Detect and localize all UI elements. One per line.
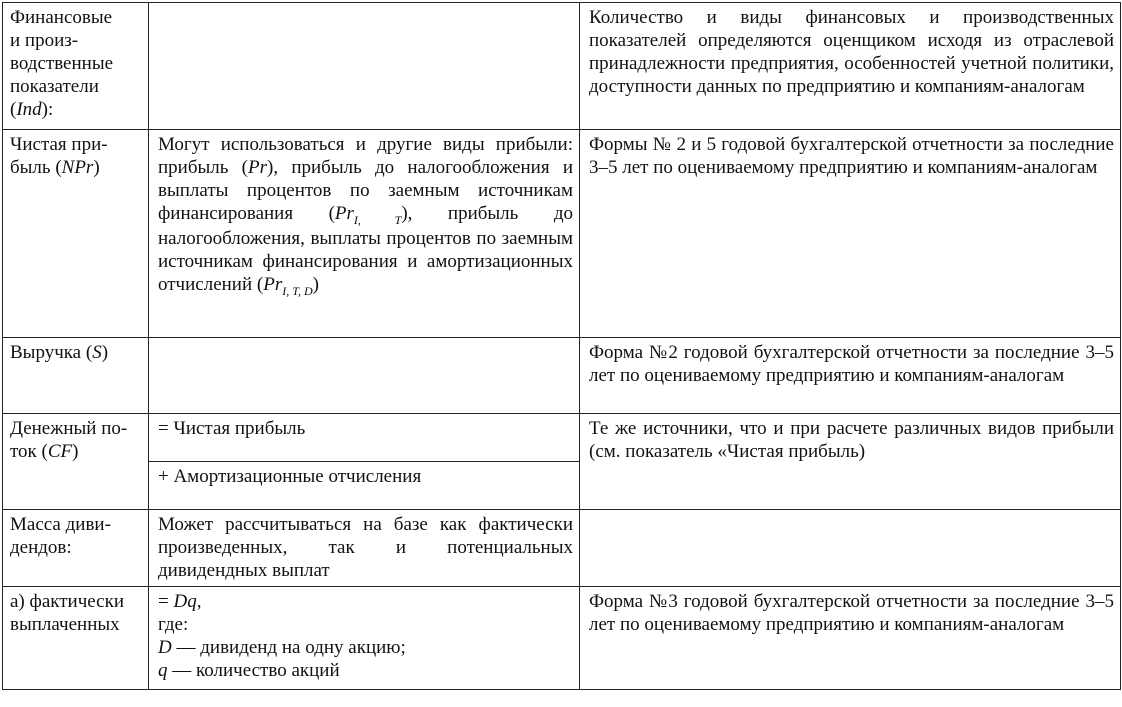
indicator-label — [3, 587, 149, 690]
table-row — [3, 587, 1121, 690]
where-line: где: — [158, 614, 189, 635]
indicator-description: = Чистая прибыль — [149, 414, 580, 462]
indicator-description: + Амортизационные отчисления — [149, 462, 580, 510]
indicator-source — [580, 510, 1121, 587]
indicator-source: Те же источники, что и при расчете различных видов прибыли (см. показатель «Чистая прибыль) — [580, 414, 1121, 510]
label-text: ) — [93, 157, 100, 178]
indicator-abbr: NPr — [61, 157, 94, 178]
label-line — [10, 156, 142, 179]
label-line — [10, 98, 142, 121]
indicator-label — [3, 510, 149, 587]
label-line — [10, 341, 142, 364]
label-line: и произ- — [10, 30, 79, 51]
indicator-abbr: CF — [47, 441, 73, 462]
desc-text: ), прибыль до налогообложения, выплаты процентов по заемным источникам финансирования и амортизационных отчислений ( — [158, 203, 573, 295]
subscript: I, T, D — [282, 284, 313, 298]
label-line: Чистая при- — [10, 134, 108, 155]
table-row — [3, 338, 1121, 414]
label-text: Выручка ( — [10, 342, 93, 363]
table-row — [3, 414, 1121, 462]
definition-line — [158, 636, 573, 659]
table-row — [3, 130, 1121, 338]
table-row — [3, 510, 1121, 587]
label-line: выплаченных — [10, 614, 120, 635]
indicator-abbr: S — [92, 342, 102, 363]
indicator-source: Количество и виды финансовых и производственных показателей определяются оценщиком исходя из отраслевой принадлежности предприятия, особенностей учетной политики, доступности данных по предприятию и компаниям-аналогам — [580, 3, 1121, 130]
label-text: ) — [101, 342, 109, 363]
label-line: Финансовые — [10, 7, 113, 28]
indicator-source: Форма №3 годовой бухгалтерской отчетности за последние 3–5 лет по оцениваемому предприятию и компаниям-аналогам — [580, 587, 1121, 690]
indicator-abbr: Pr — [263, 274, 283, 295]
desc-text: ), прибыль до налогообложения и выплаты процентов по заемным источникам финансирования ( — [158, 157, 573, 224]
formula-text: , — [196, 591, 202, 612]
indicator-description — [149, 130, 580, 338]
definition-text: — дивиденд на одну акцию; — [171, 637, 406, 658]
indicator-label — [3, 130, 149, 338]
formula-line — [158, 590, 573, 613]
indicator-label — [3, 3, 149, 130]
indicator-label — [3, 414, 149, 510]
indicator-abbr: Ind — [16, 99, 42, 120]
label-line: показатели — [10, 76, 99, 97]
variable: D — [158, 637, 172, 658]
indicator-description: Может рассчитываться на базе как фактически произведенных, так и потенциальных дивидендных выплат — [149, 510, 580, 587]
desc-text: ) — [312, 274, 319, 295]
indicator-abbr: Pr — [334, 203, 354, 224]
label-text: ): — [41, 99, 54, 120]
desc-text: Могут использоваться и другие виды прибыли: прибыль ( — [158, 134, 573, 178]
indicators-table — [2, 2, 1121, 690]
label-line: водственные — [10, 53, 114, 74]
table-row — [3, 3, 1121, 130]
label-line: а) фактически — [10, 591, 124, 612]
label-text: ( — [10, 99, 17, 120]
variable: q — [158, 660, 168, 681]
indicator-label — [3, 338, 149, 414]
indicator-description — [149, 338, 580, 414]
label-line: Масса диви- — [10, 514, 111, 535]
label-text: быль ( — [10, 157, 62, 178]
label-line — [10, 440, 142, 463]
indicator-description — [149, 587, 580, 690]
indicator-abbr: Pr — [248, 157, 267, 178]
indicator-source: Форма №2 годовой бухгалтерской отчетности за последние 3–5 лет по оцениваемому предприятию и компаниям-аналогам — [580, 338, 1121, 414]
definition-text: — количество акций — [167, 660, 340, 681]
label-text: ) — [72, 441, 79, 462]
definition-line — [158, 659, 573, 682]
label-line: Денежный по- — [10, 418, 128, 439]
indicator-source: Формы № 2 и 5 годовой бухгалтерской отчетности за последние 3–5 лет по оцениваемому предприятию и компаниям-аналогам — [580, 130, 1121, 338]
label-text: ток ( — [10, 441, 48, 462]
label-line: дендов: — [10, 537, 72, 558]
indicator-description — [149, 3, 580, 130]
subscript: I, T — [353, 213, 402, 227]
formula-text: = — [158, 591, 174, 612]
formula: Dq — [173, 591, 197, 612]
